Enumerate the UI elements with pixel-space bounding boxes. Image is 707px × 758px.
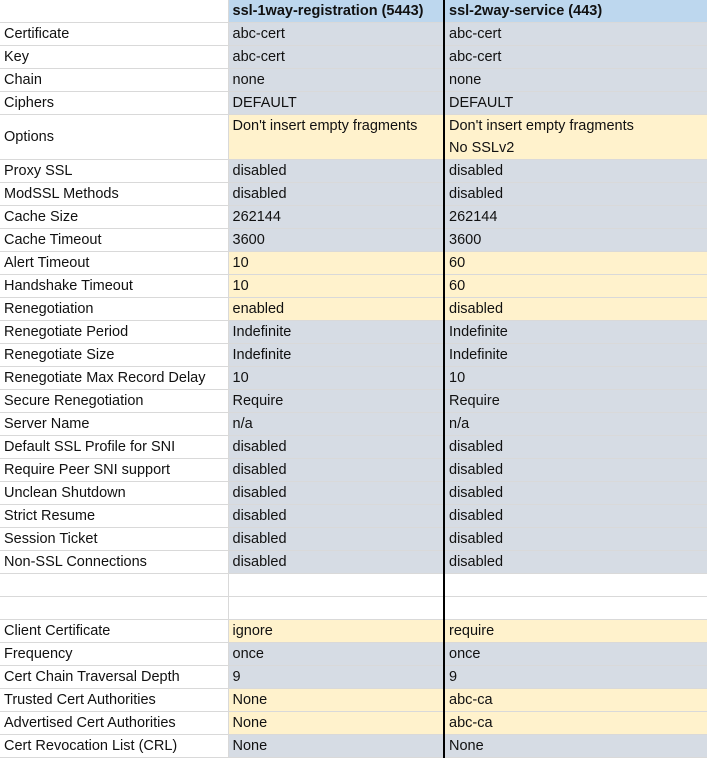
row-label[interactable]: Proxy SSL — [0, 160, 228, 183]
table-row — [0, 459, 707, 482]
value-profile-2[interactable]: n/a — [444, 413, 707, 436]
row-label[interactable]: Renegotiation — [0, 298, 228, 321]
row-label[interactable]: Frequency — [0, 643, 228, 666]
value-profile-1[interactable]: None — [228, 735, 444, 758]
value-profile-2[interactable]: none — [444, 69, 707, 92]
value-profile-2[interactable]: disabled — [444, 505, 707, 528]
option-line: No SSLv2 — [449, 140, 515, 156]
value-profile-2[interactable]: disabled — [444, 298, 707, 321]
empty-cell[interactable] — [228, 574, 444, 597]
value-profile-2[interactable]: disabled — [444, 160, 707, 183]
value-profile-2[interactable]: disabled — [444, 183, 707, 206]
row-label[interactable]: Options — [0, 115, 228, 160]
header-profile-2[interactable]: ssl-2way-service (443) — [444, 0, 707, 23]
table-row — [0, 528, 707, 551]
value-profile-1[interactable]: Indefinite — [228, 344, 444, 367]
table-row — [0, 298, 707, 321]
table-row — [0, 160, 707, 183]
value-profile-1[interactable]: once — [228, 643, 444, 666]
table-row — [0, 229, 707, 252]
row-label[interactable]: Strict Resume — [0, 505, 228, 528]
row-label[interactable]: Chain — [0, 69, 228, 92]
row-label[interactable]: Key — [0, 46, 228, 69]
value-profile-1[interactable]: disabled — [228, 183, 444, 206]
row-label[interactable]: Renegotiate Size — [0, 344, 228, 367]
table-row — [0, 23, 707, 46]
table-row — [0, 551, 707, 574]
header-corner-cell[interactable] — [0, 0, 228, 23]
row-label[interactable]: Session Ticket — [0, 528, 228, 551]
table-row — [0, 666, 707, 689]
table-row — [0, 69, 707, 92]
value-profile-2[interactable]: 262144 — [444, 206, 707, 229]
value-profile-2[interactable]: DEFAULT — [444, 92, 707, 115]
row-label[interactable]: Ciphers — [0, 92, 228, 115]
value-profile-1[interactable]: abc-cert — [228, 23, 444, 46]
empty-cell[interactable] — [444, 574, 707, 597]
table-row — [0, 92, 707, 115]
empty-cell[interactable] — [228, 597, 444, 620]
row-label[interactable]: Require Peer SNI support — [0, 459, 228, 482]
row-label[interactable]: Renegotiate Max Record Delay — [0, 367, 228, 390]
table-row — [0, 321, 707, 344]
table-row — [0, 643, 707, 666]
value-profile-2[interactable]: Indefinite — [444, 344, 707, 367]
row-label[interactable]: Cert Chain Traversal Depth — [0, 666, 228, 689]
value-profile-2[interactable]: disabled — [444, 528, 707, 551]
value-profile-1[interactable]: abc-cert — [228, 46, 444, 69]
value-profile-1[interactable]: 9 — [228, 666, 444, 689]
header-row — [0, 0, 707, 23]
value-profile-1[interactable]: disabled — [228, 528, 444, 551]
value-profile-1[interactable]: disabled — [228, 482, 444, 505]
row-label[interactable]: Default SSL Profile for SNI — [0, 436, 228, 459]
row-label[interactable]: Alert Timeout — [0, 252, 228, 275]
empty-cell[interactable] — [444, 597, 707, 620]
value-profile-1[interactable]: ignore — [228, 620, 444, 643]
value-profile-2[interactable]: disabled — [444, 482, 707, 505]
value-profile-2[interactable]: Require — [444, 390, 707, 413]
value-profile-2[interactable]: disabled — [444, 459, 707, 482]
value-profile-1[interactable]: 10 — [228, 367, 444, 390]
row-label[interactable]: Handshake Timeout — [0, 275, 228, 298]
value-profile-2[interactable]: 60 — [444, 252, 707, 275]
value-profile-2[interactable]: 10 — [444, 367, 707, 390]
option-line: Don't insert empty fragments — [449, 118, 634, 134]
option-line: Don't insert empty fragments — [232, 118, 418, 134]
value-profile-1[interactable]: disabled — [228, 459, 444, 482]
empty-cell[interactable] — [0, 597, 228, 620]
value-profile-2[interactable]: Indefinite — [444, 321, 707, 344]
row-label[interactable]: Certificate — [0, 23, 228, 46]
value-profile-2[interactable]: None — [444, 735, 707, 758]
value-profile-1[interactable]: 3600 — [228, 229, 444, 252]
row-label[interactable]: Cert Revocation List (CRL) — [0, 735, 228, 758]
table-row — [0, 689, 707, 712]
table-row — [0, 482, 707, 505]
row-label[interactable]: ModSSL Methods — [0, 183, 228, 206]
row-label[interactable]: Renegotiate Period — [0, 321, 228, 344]
row-label[interactable]: Client Certificate — [0, 620, 228, 643]
value-profile-1[interactable]: Indefinite — [228, 321, 444, 344]
table-row — [0, 413, 707, 436]
row-label[interactable]: Cache Size — [0, 206, 228, 229]
row-label[interactable]: Unclean Shutdown — [0, 482, 228, 505]
value-profile-1[interactable]: disabled — [228, 436, 444, 459]
value-profile-1[interactable]: disabled — [228, 505, 444, 528]
table-row — [0, 390, 707, 413]
value-profile-1[interactable]: DEFAULT — [228, 92, 444, 115]
table-row — [0, 367, 707, 390]
table-row — [0, 344, 707, 367]
table-row — [0, 712, 707, 735]
table-row — [0, 620, 707, 643]
row-label[interactable]: Secure Renegotiation — [0, 390, 228, 413]
table-row — [0, 505, 707, 528]
empty-cell[interactable] — [0, 574, 228, 597]
value-profile-1[interactable]: 10 — [228, 252, 444, 275]
value-profile-1[interactable]: n/a — [228, 413, 444, 436]
table-row — [0, 275, 707, 298]
empty-row — [0, 574, 707, 597]
row-label[interactable]: Server Name — [0, 413, 228, 436]
table-row — [0, 436, 707, 459]
value-profile-1[interactable]: None — [228, 689, 444, 712]
value-profile-2[interactable]: abc-ca — [444, 689, 707, 712]
value-profile-1[interactable]: Require — [228, 390, 444, 413]
value-profile-1[interactable]: 262144 — [228, 206, 444, 229]
value-profile-2[interactable]: once — [444, 643, 707, 666]
value-profile-2[interactable]: disabled — [444, 551, 707, 574]
value-profile-2[interactable]: abc-cert — [444, 23, 707, 46]
value-profile-2[interactable]: 60 — [444, 275, 707, 298]
value-profile-1[interactable]: none — [228, 69, 444, 92]
value-profile-1[interactable]: enabled — [228, 298, 444, 321]
value-profile-2[interactable]: disabled — [444, 436, 707, 459]
value-profile-2[interactable]: 9 — [444, 666, 707, 689]
row-label[interactable]: Cache Timeout — [0, 229, 228, 252]
value-profile-2[interactable]: 3600 — [444, 229, 707, 252]
value-profile-2[interactable] — [444, 115, 707, 160]
table-row — [0, 115, 707, 160]
value-profile-2[interactable]: abc-ca — [444, 712, 707, 735]
table-row — [0, 252, 707, 275]
table-row — [0, 46, 707, 69]
table-row — [0, 183, 707, 206]
row-label[interactable]: Trusted Cert Authorities — [0, 689, 228, 712]
empty-row — [0, 597, 707, 620]
row-label[interactable]: Non-SSL Connections — [0, 551, 228, 574]
value-profile-2[interactable]: require — [444, 620, 707, 643]
row-label[interactable]: Advertised Cert Authorities — [0, 712, 228, 735]
value-profile-1[interactable]: 10 — [228, 275, 444, 298]
value-profile-2[interactable]: abc-cert — [444, 46, 707, 69]
header-profile-1[interactable]: ssl-1way-registration (5443) — [228, 0, 444, 23]
table-row — [0, 206, 707, 229]
value-profile-1[interactable]: None — [228, 712, 444, 735]
table-row — [0, 735, 707, 758]
value-profile-1[interactable]: disabled — [228, 551, 444, 574]
value-profile-1[interactable]: disabled — [228, 160, 444, 183]
value-profile-1[interactable] — [228, 115, 444, 160]
